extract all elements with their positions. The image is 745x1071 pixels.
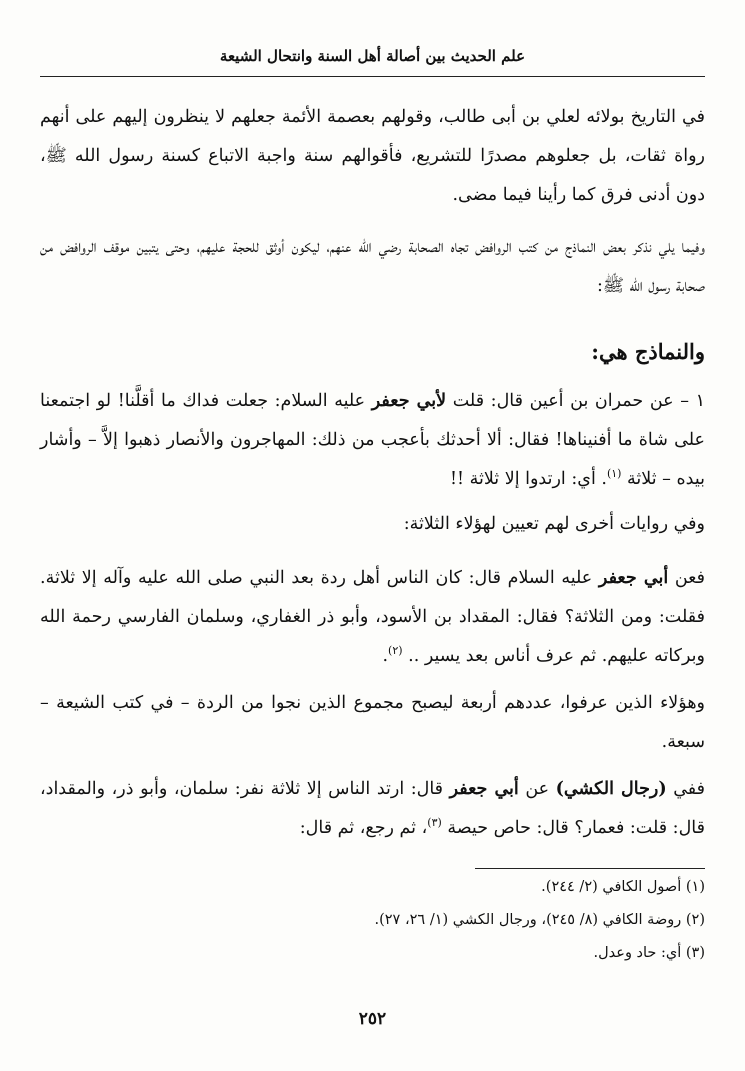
p3-text-a: ١ – عن حمران بن أعين قال: قلت — [446, 391, 705, 411]
footnote-rule — [475, 868, 705, 869]
footnote-2: (٢) روضة الكافي (٨/ ٢٤٥)، ورجال الكشي (١/ ٢٦، ٢٧). — [374, 912, 705, 928]
paragraph-5 — [40, 559, 705, 676]
footnote-ref-1[interactable]: (١) — [606, 467, 622, 481]
p5-text-d: . — [382, 646, 389, 666]
p7-text-a: ففي — [666, 779, 706, 799]
p7-bold-name: أبي جعفر — [449, 779, 519, 799]
paragraph-3 — [40, 382, 705, 499]
p5-text-a: فعن — [668, 568, 705, 588]
footnote-1: (١) أصول الكافي (٢/ ٢٤٤). — [541, 879, 705, 895]
p3-text-c: عليه السلام: جعلت فداك ما أقلَّنا! لو اجتمعنا على شاة ما أفنيناها! فقال: ألا أحدثك بأعجب من ذلك: المهاجرون والأنصار ذهبوا إلاَّ – وأشار بيده – ثلاثة — [40, 391, 705, 489]
page-number: ٢٥٢ — [358, 1009, 387, 1029]
footnote-ref-3[interactable]: (٣) — [427, 816, 442, 830]
section-heading: والنماذج هي: — [591, 339, 705, 364]
paragraph-4: وفي روايات أخرى لهم تعيين لهؤلاء الثلاثة: — [403, 514, 705, 534]
p3-bold-name: لأبي جعفر — [371, 391, 447, 411]
footnote-3: (٣) أي: حاد وعدل. — [593, 945, 705, 961]
paragraph-2: وفيما يلي نذكر بعض النماذج من كتب الروافض تجاه الصحابة رضي الله عنهم، ليكون أوثق للحجة عليهم، وحتى يتبين موقف الروافض من صحابة رسول الله ﷺ: — [40, 237, 705, 296]
p3-text-d: . أي: ارتدوا إلا ثلاثة !! — [449, 469, 607, 489]
p7-text-f: ، ثم رجع، ثم قال: — [299, 818, 428, 838]
p5-bold-name: أبي جعفر — [598, 568, 669, 588]
p7-text-c: عن — [518, 779, 556, 799]
p5-text-c: عليه السلام قال: كان الناس أهل ردة بعد النبي صلى الله عليه وآله إلا ثلاثة. فقلت: ومن الثلاثة؟ فقال: المقداد بن الأسود، وأبو ذر الغفاري، وسلمان الفارسي رحمة الله وبركاته عليهم. ثم عرف أناس بعد يسير .. — [40, 568, 705, 666]
p7-bold-book: (رجال الكشي) — [555, 779, 667, 799]
paragraph-7 — [40, 770, 705, 848]
paragraph-6: وهؤلاء الذين عرفوا، عددهم أربعة ليصبح مجموع الذين نجوا من الردة – في كتب الشيعة – سبعة. — [40, 693, 705, 752]
p7-text-e: قال: ارتد الناس إلا ثلاثة نفر: سلمان، وأبو ذر، والمقداد، قال: قلت: فعمار؟ قال: حاص حيصة — [40, 779, 705, 838]
header-rule — [40, 76, 705, 77]
running-header: علم الحديث بين أصالة أهل السنة وانتحال الشيعة — [219, 47, 526, 65]
paragraph-1: في التاريخ بولائه لعلي بن أبى طالب، وقولهم بعصمة الأئمة جعلهم لا ينظرون إليهم على أنهم رواة ثقات، بل جعلوهم مصدرًا للتشريع، فأقوالهم سنة واجبة الاتباع كسنة رسول الله ﷺ، دون أدنى فرق كما رأينا فيما مضى. — [40, 107, 705, 205]
footnote-ref-2[interactable]: (٢) — [388, 644, 403, 658]
